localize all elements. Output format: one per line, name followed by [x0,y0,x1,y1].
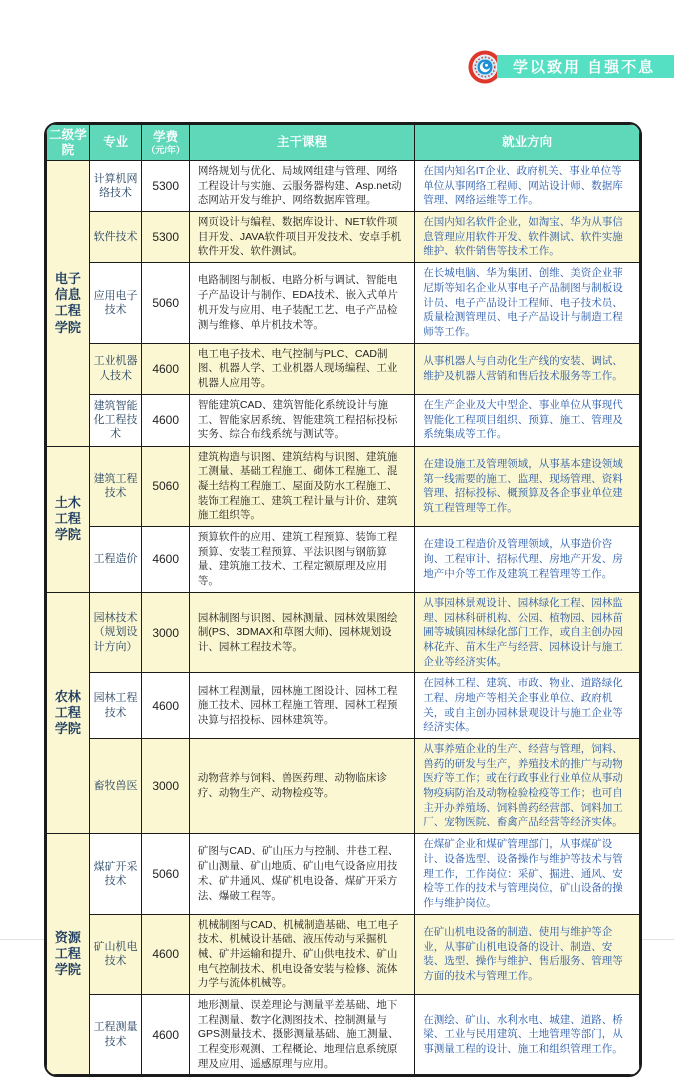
fee-cell: 3000 [142,592,189,672]
courses-cell: 网页设计与编程、数据库设计、NET软件项目开发、JAVA软件项目开发技术、安卓手机软件开发、软件测试。 [189,212,414,263]
courses-cell: 电工电子技术、电气控制与PLC、CAD制图、机器人学、工业机器人现场编程、工业机器人应用等。 [189,343,414,394]
table-row [47,527,640,593]
header-fee-unit: （元/年） [146,144,185,155]
jobs-cell: 在测绘、矿山、水利水电、城建、道路、桥梁、工业与民用建筑、土地管理等部门，从事测量工程的设计、施工和组织管理工作。 [415,995,640,1075]
major-cell: 建筑工程技术 [89,446,142,526]
college-cell: 土木工程学院 [47,446,90,592]
courses-cell: 地形测量、误差理论与测量平差基础、地下工程测量、数字化测图技术、控制测量与GPS测量技术、摄影测量基础、施工测量、工程变形观测、工程概论、地理信息系统原理及应用、遥感原理与应用。 [189,995,414,1075]
fee-cell: 5300 [142,212,189,263]
fee-cell: 5060 [142,834,189,914]
courses-cell: 智能建筑CAD、建筑智能化系统设计与施工、智能家居系统、智能建筑工程招标投标实务、综合布线系统与测试等。 [189,394,414,446]
college-cell: 资源工程学院 [47,834,90,1075]
major-cell: 建筑智能化工程技术 [89,394,142,446]
fee-cell: 4600 [142,343,189,394]
slogan-banner [497,55,674,78]
jobs-cell: 在煤矿企业和煤矿管理部门，从事煤矿设计、设备选型、设备操作与维护等技术与管理工作，工作岗位：采矿、掘进、通风、安检等工作的技术与管理岗位，矿山设备的操作与维护岗位。 [415,834,640,914]
majors-table [44,122,642,1077]
jobs-cell: 在国内知名IT企业、政府机关、事业单位等单位从事网络工程师、网站设计师、数据库管理、网络运维等工作。 [415,161,640,212]
header-fee-label: 学费 [153,130,179,145]
table-row [47,446,640,526]
courses-cell: 建筑构造与识图、建筑结构与识图、建筑施工测量、基础工程施工、砌体工程施工、混凝土结构工程施工、屋面及防水工程施工、装饰工程施工、建筑工程计量与计价、建筑施工组织等。 [189,446,414,526]
table-row [47,592,640,672]
fee-cell: 4600 [142,995,189,1075]
major-cell: 软件技术 [89,212,142,263]
jobs-cell: 在建设施工及管理领域，从事基本建设领域第一线需要的施工、监理、现场管理、资料管理、招标投标、概预算及各企事业单位建筑工程管理等工作。 [415,446,640,526]
header-courses: 主干课程 [189,125,414,161]
jobs-cell: 在生产企业及大中型企、事业单位从事现代智能化工程项目组织、预算、施工、管理及系统集成等工作。 [415,394,640,446]
table-row [47,995,640,1075]
table-row [47,343,640,394]
jobs-cell: 从事养殖企业的生产、经营与管理，饲料、兽药的研发与生产，养殖技术的推广与动物医疗等工作；或在行政事业行业单位从事动物疫病防治及动物检验检疫等工作；也可自主开办养殖场、饲料兽药经营部、饲料加工厂、宠物医院、畜禽产品经营等经济实体。 [415,739,640,834]
fee-cell: 4600 [142,394,189,446]
header-jobs: 就业方向 [415,125,640,161]
jobs-cell: 在园林工程、建筑、市政、物业、道路绿化工程、房地产等相关企事业单位、政府机关，或自主创办园林景观设计与施工企业等经济实体。 [415,673,640,739]
courses-cell: 矿图与CAD、矿山压力与控制、井巷工程、矿山测量、矿山地质、矿山电气设备应用技术、矿井通风、煤矿机电设备、煤矿开采方法、爆破工程等。 [189,834,414,914]
fee-cell: 3000 [142,739,189,834]
courses-cell: 园林工程测量，园林施工图设计、园林工程施工技术、园林工程施工管理、园林工程预决算与招投标、园林建筑等。 [189,673,414,739]
jobs-cell: 在长城电脑、华为集团、创维、美资企业菲尼斯等知名企业从事电子产品制图与制板设计员、电子产品设计工程师、电子技术员、质量检测管理员、电子产品设计与制造工程师等工作。 [415,263,640,343]
table-row [47,212,640,263]
major-cell: 计算机网络技术 [89,161,142,212]
major-cell: 煤矿开采技术 [89,834,142,914]
college-cell: 农林工程学院 [47,592,90,833]
major-cell: 应用电子技术 [89,263,142,343]
major-cell: 园林技术（规划设计方向） [89,592,142,672]
jobs-cell: 在国内知名软件企业，如淘宝、华为从事信息管理应用软件开发、软件测试、软件实施维护、软件销售等技术工作。 [415,212,640,263]
table-row [47,914,640,994]
jobs-cell: 在矿山机电设备的制造、使用与维护等企业，从事矿山机电设备的设计、制造、安装、选型、操作与维护、售后服务、管理等方面的技术与管理工作。 [415,914,640,994]
courses-cell: 动物营养与饲料、兽医药理、动物临床诊疗、动物生产、动物检疫等。 [189,739,414,834]
table-row [47,263,640,343]
fee-cell: 4600 [142,673,189,739]
courses-cell: 网络规划与优化、局域网组建与管理、网络工程设计与实施、云服务器构建、Asp.net动态网站开发与维护、网络数据库管理。 [189,161,414,212]
major-cell: 工程造价 [89,527,142,593]
table-row [47,161,640,212]
table-row [47,739,640,834]
courses-cell: 机械制图与CAD、机械制造基础、电工电子技术、机械设计基础、液压传动与采掘机械、矿井运输和提升、矿山供电技术、矿山电气控制技术、机电设备安装与检修、流体力学与流体机械等。 [189,914,414,994]
fee-cell: 5060 [142,446,189,526]
fee-cell: 4600 [142,527,189,593]
table-row [47,394,640,446]
header-fee [142,125,189,161]
fee-cell: 5300 [142,161,189,212]
header-major: 专业 [89,125,142,161]
table-header-row [47,125,640,161]
major-cell: 工程测量技术 [89,995,142,1075]
slogan-text: 学以致用 自强不息 [513,59,656,76]
fee-cell: 4600 [142,914,189,994]
header-college: 二级学院 [47,125,90,161]
jobs-cell: 从事园林景观设计、园林绿化工程、园林监理、园林科研机构、公园、植物园、园林苗圃等城镇园林绿化部门工作，或自主创办园林花卉、苗木生产与经营、园林设计与施工企业等经济实体。 [415,592,640,672]
major-cell: 矿山机电技术 [89,914,142,994]
courses-cell: 园林制图与识图、园林测量、园林效果图绘制(PS、3DMAX和草图大师)、园林规划设计、园林工程技术等。 [189,592,414,672]
major-cell: 园林工程技术 [89,673,142,739]
college-cell: 电子信息工程学院 [47,161,90,447]
table-row [47,834,640,914]
courses-cell: 预算软件的应用、建筑工程预算、装饰工程预算、安装工程预算、平法识图与钢筋算量、建筑施工技术、工程定额原理及应用等。 [189,527,414,593]
major-cell: 工业机器人技术 [89,343,142,394]
jobs-cell: 从事机器人与自动化生产线的安装、调试、维护及机器人营销和售后技术服务等工作。 [415,343,640,394]
jobs-cell: 在建设工程造价及管理领域，从事造价咨询、工程审计、招标代理、房地产开发、房地产中介等工作及建筑工程管理等工作。 [415,527,640,593]
table-row [47,673,640,739]
major-cell: 畜牧兽医 [89,739,142,834]
courses-cell: 电路制图与制板、电路分析与调试、智能电子产品设计与制作、EDA技术、嵌入式单片机开发与应用、电子装配工艺、电子产品检测与维修、单片机技术等。 [189,263,414,343]
fee-cell: 5060 [142,263,189,343]
